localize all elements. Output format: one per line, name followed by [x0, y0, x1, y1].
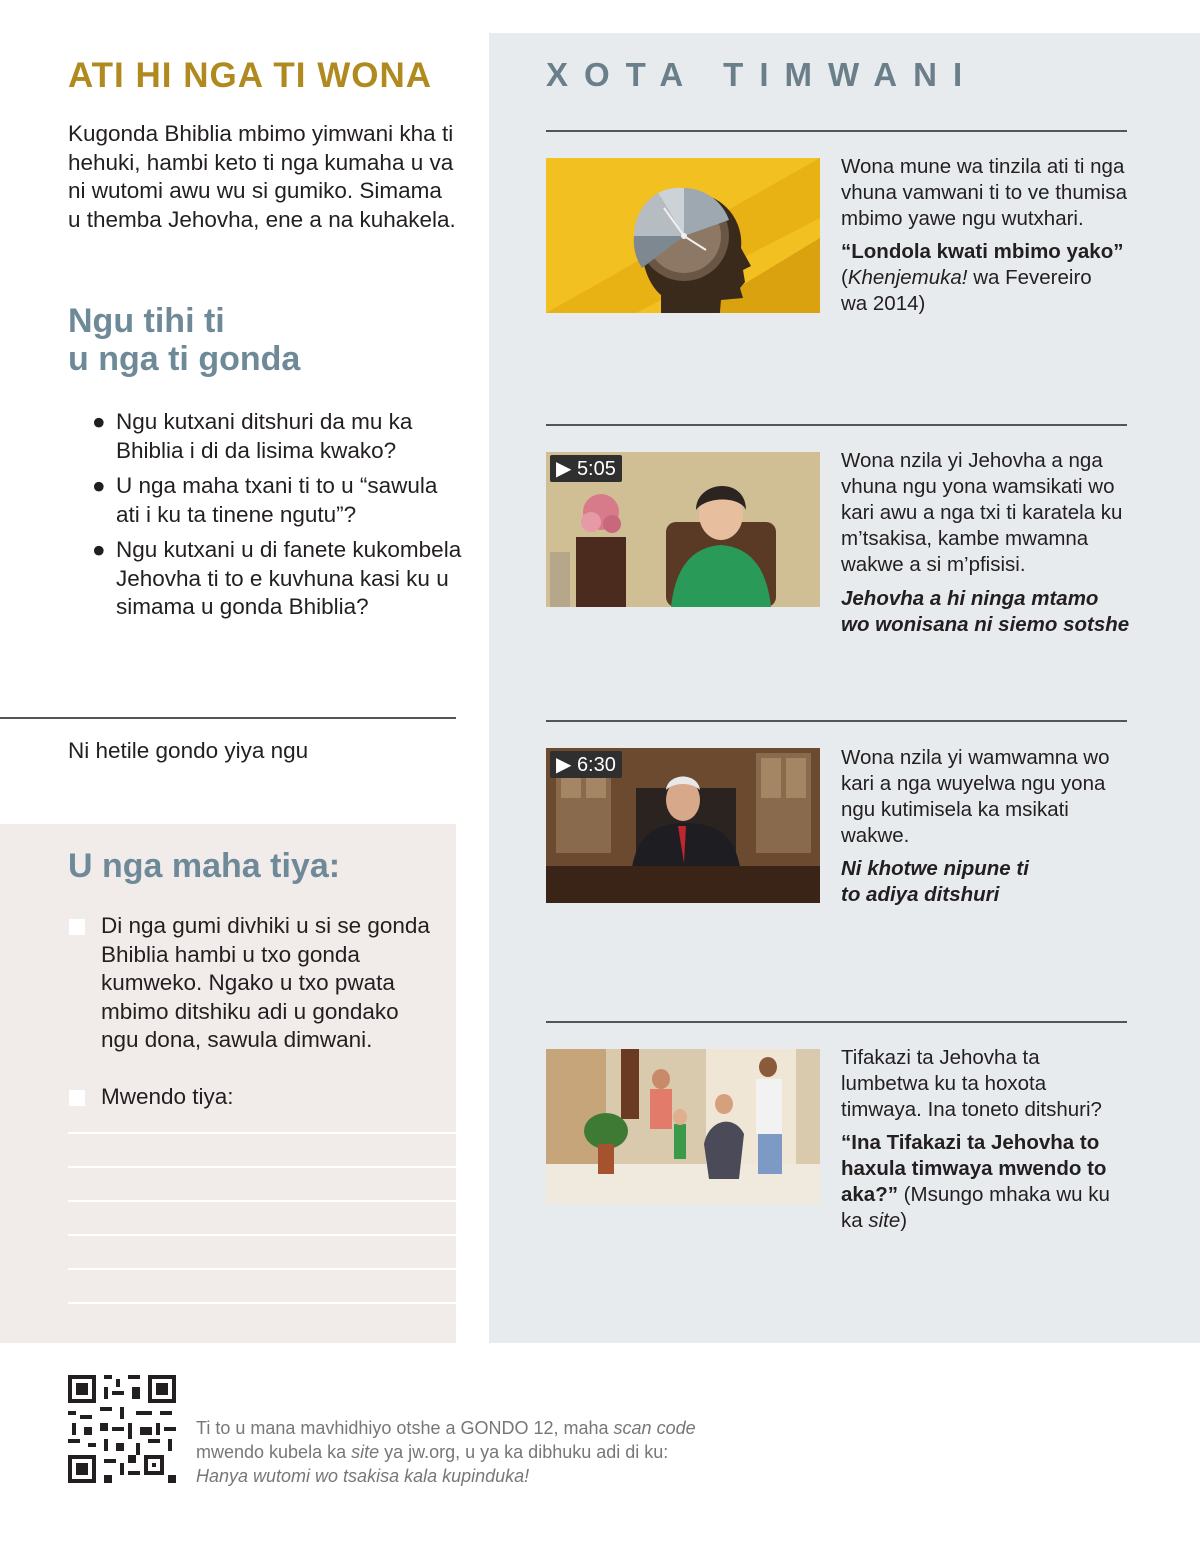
question-item: [92, 536, 462, 622]
question-list: [92, 408, 462, 629]
question-item: [92, 472, 462, 529]
writing-line[interactable]: [68, 1200, 456, 1202]
related-heading: XOTA TIMWANI: [546, 56, 979, 93]
writing-line[interactable]: [68, 1302, 456, 1304]
qr-code-icon[interactable]: [68, 1375, 176, 1483]
writing-line[interactable]: [68, 1166, 456, 1168]
question-text: Ngu kutxani u di fanete kukombela Jehovha ti to e kuvhuna kasi ku u simama u gonda Bhiblia?: [116, 537, 462, 619]
article-reference: [841, 239, 1131, 317]
questions-heading-line2: u nga ti gonda: [68, 340, 301, 378]
divider: [0, 717, 456, 719]
article-description: Wona mune wa tinzila ati ti nga vhuna vamwani ti to ve thumisa mbimo yawe ngu wutxhari.: [841, 155, 1127, 230]
video-duration: ▶ 5:05: [550, 455, 622, 482]
divider: [546, 720, 1127, 722]
video-thumbnail[interactable]: [546, 748, 820, 903]
divider: [546, 424, 1127, 426]
checkbox[interactable]: [69, 1090, 85, 1106]
writing-line[interactable]: [68, 1132, 456, 1134]
video-title[interactable]: Ni khotwe nipune ti to adiya ditshuri: [841, 857, 1029, 906]
video-thumbnail[interactable]: [546, 452, 820, 607]
article-description: Tifakazi ta Jehovha ta lumbetwa ku ta hoxota timwaya. Ina toneto ditshuri?: [841, 1046, 1102, 1121]
intro-paragraph: Kugonda Bhiblia mbimo yimwani kha ti hehuki, hambi keto ti nga kumaha u va ni wutomi awu wu si gumiko. Simama u themba Jehovha, ene a na kuhakela.: [68, 121, 456, 232]
divider: [546, 130, 1127, 132]
head-clock-illustration: [546, 158, 820, 313]
try-item-text: Di nga gumi divhiki u si se gonda Bhiblia hambi u txo gonda kumweko. Ngako u txo pwata mbimo ditshiku adi u gondako ngu dona, sawula dimwani.: [101, 913, 430, 1052]
video-description: Wona nzila yi Jehovha a nga vhuna ngu yona wamsikati wo kari awu a nga txi ti karatela ku m’tsakisa, kambe mwamna wakwe a si m’pfisisi.: [841, 449, 1123, 576]
article-thumbnail[interactable]: [546, 158, 820, 313]
bullet-icon: ●: [92, 537, 106, 562]
question-text: U nga maha txani ti to u “sawula ati i ku ta tinene ngutu”?: [116, 473, 438, 527]
divider: [546, 1021, 1127, 1023]
video-duration: ▶ 6:30: [550, 751, 622, 778]
video-description: Wona nzila yi wamwamna wo kari a nga wuyelwa ngu yona ngu kutimisela ka msikati wakwe.: [841, 746, 1110, 847]
main-title: ATI HI NGA TI WONA: [68, 56, 433, 95]
try-heading: U nga maha tiya:: [68, 847, 341, 885]
article-reference: [841, 1130, 1131, 1234]
family-at-door-image: [546, 1049, 820, 1204]
try-item-text: Mwendo tiya:: [101, 1084, 234, 1109]
video-title[interactable]: Jehovha a hi ninga mtamo wo wonisana ni siemo sotshe: [841, 587, 1130, 636]
article-source: (Msungo mhaka wu ku ka site): [841, 1183, 1110, 1232]
writing-line[interactable]: [68, 1268, 456, 1270]
article-title[interactable]: “Londola kwati mbimo yako”: [841, 240, 1124, 263]
bullet-icon: ●: [92, 409, 106, 434]
article-thumbnail[interactable]: [546, 1049, 820, 1204]
bullet-icon: ●: [92, 473, 106, 498]
writing-line[interactable]: [68, 1234, 456, 1236]
question-text: Ngu kutxani ditshuri da mu ka Bhiblia i di da lisima kwako?: [116, 409, 413, 463]
completion-note: Ni hetile gondo yiya ngu: [68, 738, 309, 763]
questions-heading-line1: Ngu tihi ti: [68, 302, 225, 340]
article-source: (Khenjemuka! wa Fevereiro wa 2014): [841, 266, 1092, 315]
article-title[interactable]: “Ina Tifakazi ta Jehovha to haxula timwaya mwendo to aka?”: [841, 1131, 1107, 1206]
question-item: [92, 408, 462, 465]
footer-note: Ti to u mana mavhidhiyo otshe a GONDO 12, maha scan code mwendo kubela ka site ya jw.org, u ya ka dibhuku adi di ku: Hanya wutomi wo tsakisa kala kupinduka!: [196, 1418, 696, 1486]
checkbox[interactable]: [69, 919, 85, 935]
questions-heading: [68, 302, 300, 378]
